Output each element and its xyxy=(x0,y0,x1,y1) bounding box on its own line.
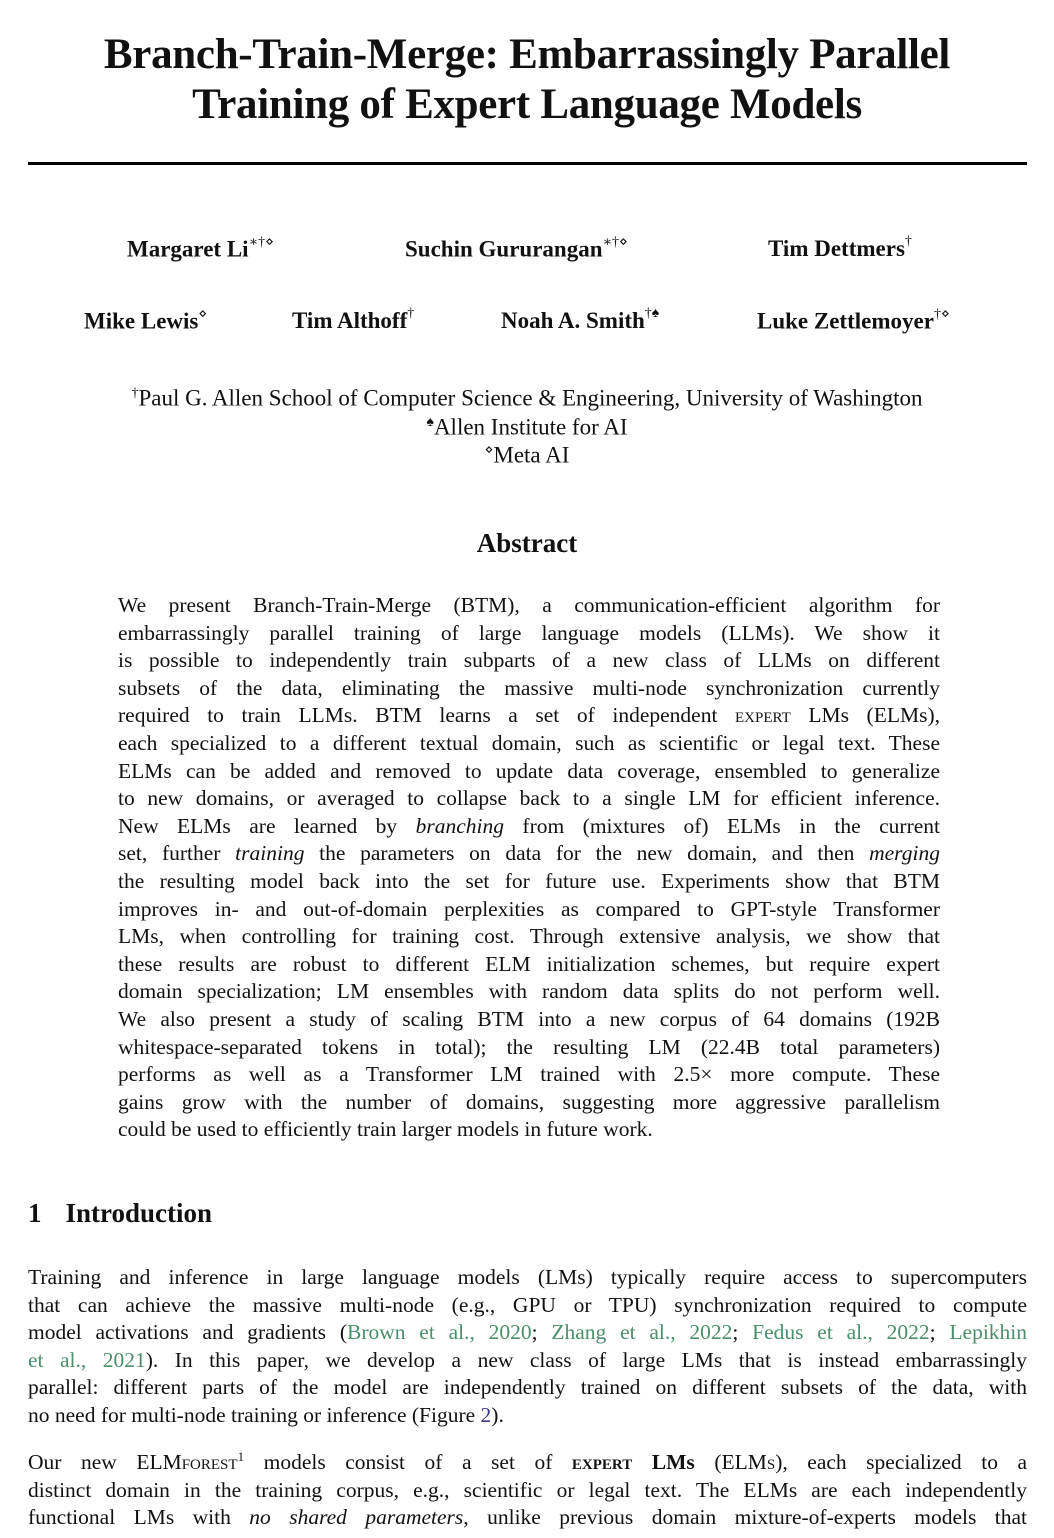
text-line: distinct domain in the training corpus, e.g., scientific or legal text. The ELMs are each independently xyxy=(28,1477,1027,1502)
abstract-line: LMs, when controlling for training cost. Through extensive analysis, we show that xyxy=(118,924,940,949)
text-run: , unlike previous domain mixture-of-experts models that xyxy=(463,1505,1027,1530)
small-caps-term: s xyxy=(766,1450,776,1475)
author-name: Luke Zettlemoyer xyxy=(757,308,934,334)
text-line xyxy=(28,1443,1027,1477)
emphasis: merging xyxy=(869,841,940,866)
abstract-line xyxy=(118,813,940,841)
author xyxy=(292,308,414,334)
affiliation-text: Meta AI xyxy=(493,442,570,468)
figure-ref-link[interactable]: 2 xyxy=(480,1402,492,1427)
text-run: the parameters on data for the new domain, and then xyxy=(304,841,870,866)
author-marks: †⋄ xyxy=(933,307,950,322)
text-run: ). xyxy=(491,1402,504,1427)
author xyxy=(757,308,950,335)
text-run: LMs (ELMs), xyxy=(790,703,940,728)
author-marks: ∗†⋄ xyxy=(602,235,628,250)
abstract-line: whitespace-separated tokens in total); the resulting LM (22.4B total parameters) xyxy=(118,1034,940,1059)
author-name: Noah A. Smith xyxy=(501,308,645,333)
small-caps-term: expert xyxy=(735,703,791,728)
abstract-line: embarrassingly parallel training of large language models (LLMs). We show it xyxy=(118,620,940,645)
abstract-line: performs as well as a Transformer LM trained with 2.5× more compute. These xyxy=(118,1062,940,1087)
text-run: model activations and gradients ( xyxy=(28,1320,347,1345)
abstract-line: gains grow with the number of domains, suggesting more aggressive parallelism xyxy=(118,1089,940,1114)
abstract-body xyxy=(118,592,940,1144)
affiliation-mark: † xyxy=(131,386,139,401)
bold-small-caps-term: expert xyxy=(571,1450,633,1475)
footnote-marker[interactable]: 1 xyxy=(237,1449,245,1464)
text-run: from (mixtures of) ELMs in the current xyxy=(503,813,940,838)
title-rule xyxy=(28,162,1027,165)
intro-paragraph-1 xyxy=(28,1264,1027,1430)
bold-term: LMs xyxy=(632,1450,695,1475)
text-run: Our new ELM xyxy=(28,1450,182,1475)
text-run: models consist of a set of xyxy=(244,1450,572,1475)
abstract-line: to new domains, or averaged to collapse back to a single LM for efficient inference. xyxy=(118,786,940,811)
title-line-1: Branch-Train-Merge: Embarrassingly Parallel xyxy=(103,31,951,78)
text-run: ), each specialized to a xyxy=(775,1450,1028,1475)
abstract-line: could be used to efficiently train larger models in future work. xyxy=(118,1117,653,1142)
text-line: model activations and gradients (Brown et al., 2020; Zhang et al., 2022; Fedus et al., 2022; Lepikhin xyxy=(28,1320,1028,1345)
author xyxy=(405,236,628,263)
author xyxy=(501,308,659,334)
text-run: New ELMs are learned by xyxy=(118,813,416,838)
text-run: functional LMs with xyxy=(28,1505,250,1530)
section-heading xyxy=(28,1198,212,1229)
small-caps-term: forest xyxy=(181,1450,238,1475)
affiliation xyxy=(0,436,1054,470)
abstract-line: We present Branch-Train-Merge (BTM), a communication-efficient algorithm for xyxy=(118,593,940,617)
author-name: Suchin Gururangan xyxy=(405,236,603,262)
author-name: Margaret Li xyxy=(127,236,249,262)
abstract-line: these results are robust to different ELM initialization schemes, but require expert xyxy=(118,951,940,976)
author xyxy=(127,236,274,263)
text-run: (ELM xyxy=(694,1450,767,1475)
abstract-heading: Abstract xyxy=(476,528,578,558)
emphasis: branching xyxy=(415,813,504,838)
author-marks: ∗†⋄ xyxy=(248,235,274,250)
text-run: no need for multi-node training or inference (Figure xyxy=(28,1402,481,1427)
author-marks: ⋄ xyxy=(198,307,208,322)
abstract-line: ELMs can be added and removed to update data coverage, ensembled to generalize xyxy=(118,758,940,783)
text-run: ). In this paper, we develop a new class of large LMs that is instead embarrassingly xyxy=(145,1347,1027,1372)
author-marks: †♠ xyxy=(644,306,660,322)
affiliation-text: Paul G. Allen School of Computer Science & Engineering, University of Washington xyxy=(138,385,923,411)
abstract-line: each specialized to a different textual domain, such as scientific or legal text. These xyxy=(118,730,940,755)
abstract-line: improves in- and out-of-domain perplexities as compared to GPT-style Transformer xyxy=(118,896,940,921)
author-name: Tim Althoff xyxy=(292,308,408,333)
text-run: set, further xyxy=(118,841,236,866)
section-number: 1 xyxy=(28,1198,42,1228)
author xyxy=(84,308,207,335)
author-marks: † xyxy=(407,306,415,322)
emphasis: training xyxy=(235,841,305,866)
affiliation-mark: ♠ xyxy=(426,415,434,430)
title-line-2: Training of Expert Language Models xyxy=(192,81,862,128)
author-name: Mike Lewis xyxy=(84,308,199,334)
paper-title xyxy=(0,30,1054,130)
abstract-line xyxy=(118,702,940,730)
abstract-line: subsets of the data, eliminating the massive multi-node synchronization currently xyxy=(118,675,940,700)
text-line: parallel: different parts of the model are independently trained on different subsets of the data, with xyxy=(28,1375,1027,1400)
author xyxy=(768,236,912,262)
text-line: Training and inference in large language models (LMs) typically require access to supercomputers xyxy=(28,1265,1027,1289)
affiliation-text: Allen Institute for AI xyxy=(433,414,628,440)
intro-paragraph-2 xyxy=(28,1443,1027,1532)
text-line xyxy=(28,1402,1027,1430)
abstract-line xyxy=(118,840,940,868)
abstract-line: domain specialization; LM ensembles with random data splits do not perform well. xyxy=(118,979,940,1004)
citation-link[interactable]: Zhang et al., 2022 xyxy=(551,1320,733,1345)
citation-link[interactable]: et al., 2021 xyxy=(28,1347,146,1372)
abstract-line: the resulting model back into the set for future use. Experiments show that BTM xyxy=(118,868,940,893)
author-marks: † xyxy=(904,234,912,250)
affiliation-mark: ⋄ xyxy=(484,443,494,458)
citation-link[interactable]: Lepikhin xyxy=(949,1320,1028,1345)
author-name: Tim Dettmers xyxy=(768,236,905,261)
citation-link[interactable]: Fedus et al., 2022 xyxy=(752,1320,930,1345)
abstract-line: is possible to independently train subparts of a new class of LLMs on different xyxy=(118,648,940,673)
section-title: Introduction xyxy=(65,1198,213,1228)
text-line xyxy=(28,1347,1027,1375)
abstract-line: We also present a study of scaling BTM into a new corpus of 64 domains (192B xyxy=(118,1006,940,1031)
text-line: that can achieve the massive multi-node (e.g., GPU or TPU) synchronization required to compute xyxy=(28,1292,1027,1317)
citation-link[interactable]: Brown et al., 2020 xyxy=(346,1320,532,1345)
emphasis: no shared parameters xyxy=(249,1505,464,1530)
text-run: required to train LLMs. BTM learns a set of independent xyxy=(118,703,735,728)
text-line xyxy=(28,1504,1027,1532)
